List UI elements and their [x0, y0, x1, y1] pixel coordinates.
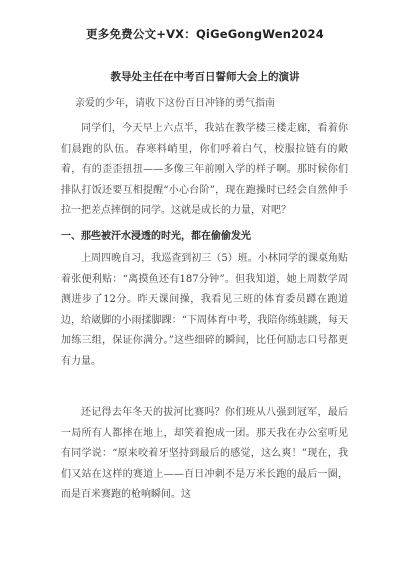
document-subtitle: 亲爱的少年，请收下这份百日冲锋的勇气指南	[75, 98, 275, 109]
document-title: 教导处主任在中考百日誓师大会上的演讲	[110, 71, 300, 83]
paragraph-section1-b: 还记得去年冬天的拔河比赛吗？你们班从八强到冠军，最后一局所有人都摔在地上，却笑着抱成一团。那天我在办公室听见有同学说：“原来咬着牙坚持到最后的感觉，这么爽！”现在，我们又站在这样的赛道上——百日冲刺不是万米长跑的最后一圈，而是百米赛跑的枪响瞬间。这	[61, 407, 348, 500]
top-banner: 更多免费公文+VX：QiGeGongWen2024	[86, 27, 324, 41]
paragraph-section1-a: 上周四晚自习，我巡查到初三（5）班。小林同学的课桌角贴着张便利贴：“离摸鱼还有187分钟”。但我知道，她上周数学周测进步了12分。昨天课间操，我看见三班的体育委员蹲在跑道边，给崴脚的小雨揉脚踝：“下周体育中考，我陪你练蛙跳，每天加练三组，保证你满分。”这些细碎的瞬间，比任何励志口号都更有力量。	[61, 253, 348, 367]
paragraph-intro: 同学们，今天早上六点半，我站在教学楼三楼走廊，看着你们晨跑的队伍。春寒料峭里，你们呼着白气，校服拉链有的敞着，有的歪歪扭扭——多像三年前刚入学的样子啊。那时候你们排队打饭还要互相提醒“小心台阶”，现在跑操时已经会自然伸手拉一把差点摔倒的同学。这就是成长的力量，对吧？	[61, 123, 348, 216]
section-heading-1: 一、那些被汗水浸透的时光，都在偷偷发光	[61, 231, 251, 242]
